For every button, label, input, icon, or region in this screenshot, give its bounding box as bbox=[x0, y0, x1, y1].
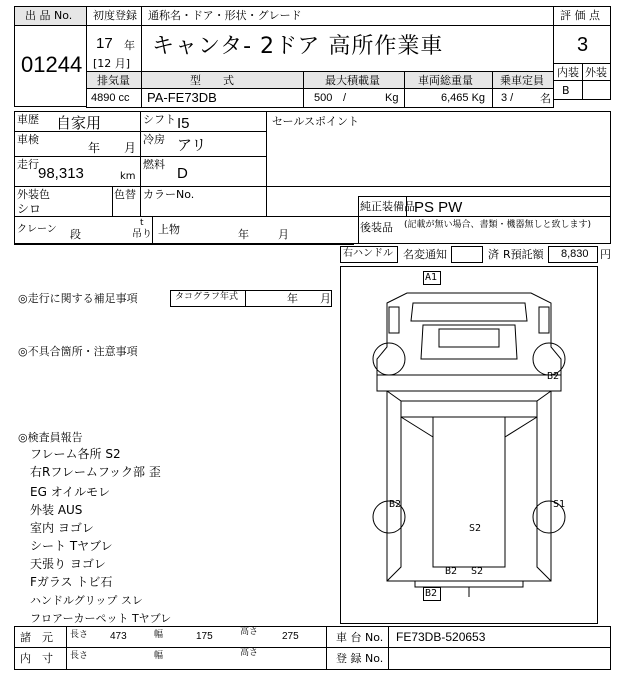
lot-number: 01244 bbox=[21, 52, 83, 77]
color-change-label: 色替 bbox=[114, 188, 136, 201]
max-load-value: 500 bbox=[314, 92, 333, 104]
displacement-value: 4890 cc bbox=[91, 92, 130, 104]
recycle-unit: 円 bbox=[600, 248, 611, 261]
length-label: 長さ bbox=[70, 651, 89, 661]
inspector-line: 室内 ヨゴレ bbox=[30, 521, 94, 535]
damage-mark: S1 bbox=[553, 499, 566, 510]
mileage-label: 走行 bbox=[17, 158, 39, 171]
crane-label: クレーン bbox=[17, 224, 57, 235]
reg-year-unit: 年 bbox=[124, 39, 135, 52]
upper-year: 年 bbox=[238, 228, 249, 241]
history-value: 自家用 bbox=[56, 114, 102, 132]
ac-value: アリ bbox=[177, 136, 207, 154]
retrofit-note: (記載が無い場合、書類・機器無しと致します) bbox=[404, 220, 592, 230]
name-change-box bbox=[451, 246, 483, 263]
rhd-label: 右ハンドル bbox=[343, 248, 393, 259]
dims-label: 諸 元 bbox=[20, 631, 53, 644]
width-value: 175 bbox=[196, 631, 213, 642]
recycle-label: R預託額 bbox=[503, 248, 544, 261]
damage-mark: A1 bbox=[425, 272, 438, 283]
displacement-label: 排気量 bbox=[97, 74, 130, 87]
crane-ton: t bbox=[140, 218, 144, 228]
inspector-line: シート Tヤブレ bbox=[30, 539, 113, 553]
retrofit-label: 後装品 bbox=[360, 221, 393, 234]
max-load-unit: Kg bbox=[385, 92, 399, 104]
model-label: 型 式 bbox=[190, 74, 234, 87]
spec-labels-row bbox=[86, 71, 554, 89]
name-change-label: 名変通知 bbox=[403, 248, 447, 261]
length-value: 473 bbox=[110, 631, 127, 642]
upper-label: 上物 bbox=[158, 223, 180, 236]
mileage-value: 98,313 bbox=[38, 165, 84, 182]
equipment-label: 純正装備品 bbox=[360, 200, 415, 213]
score-label: 評 価 点 bbox=[560, 9, 600, 22]
ext-color-value: シロ bbox=[17, 202, 42, 216]
width-label: 幅 bbox=[154, 651, 164, 661]
damage-mark: B2 bbox=[445, 566, 458, 577]
shift-value: I5 bbox=[177, 115, 190, 132]
height-label: 高さ bbox=[240, 627, 259, 637]
equipment-value: PS PW bbox=[414, 199, 463, 216]
fuel-label: 燃料 bbox=[143, 158, 165, 171]
damage-mark: B2 bbox=[389, 499, 402, 510]
exterior-score-cell bbox=[582, 80, 611, 100]
ac-label: 冷房 bbox=[143, 133, 165, 146]
first-reg-label: 初度登録 bbox=[93, 9, 137, 22]
damage-mark: S2 bbox=[469, 523, 482, 534]
reg-year: 17 bbox=[96, 35, 113, 52]
damage-diagram bbox=[340, 266, 598, 624]
size-label: 内 寸 bbox=[20, 652, 53, 665]
exterior-label: 外装 bbox=[585, 66, 607, 79]
inspector-label: ◎検査員報告 bbox=[18, 431, 83, 444]
lot-label: 出 品 No. bbox=[25, 9, 73, 22]
damage-mark: B2 bbox=[547, 371, 560, 382]
vehicle-name: キャンタ- 2ドア 高所作業車 bbox=[152, 34, 444, 59]
recycle-mark: 済 bbox=[488, 248, 499, 261]
crane-stage: 段 bbox=[70, 228, 81, 241]
truck-outline bbox=[341, 267, 599, 625]
model-grade-label: 通称名・ドア・形状・グレード bbox=[148, 9, 302, 22]
inspection-month: 月 bbox=[124, 141, 137, 155]
mileage-unit: km bbox=[120, 171, 136, 182]
inspector-line: Fガラス トビ石 bbox=[30, 575, 113, 589]
damage-mark: S2 bbox=[471, 566, 484, 577]
inspector-line: フレーム各所 S2 bbox=[30, 447, 121, 461]
inspection-label: 車検 bbox=[17, 133, 39, 146]
sales-point-label: セールスポイント bbox=[272, 115, 360, 128]
capacity-label: 乗車定員 bbox=[500, 74, 544, 87]
height-label: 高さ bbox=[240, 648, 259, 658]
interior-label: 内装 bbox=[557, 66, 579, 79]
inspector-line: 天張り ヨゴレ bbox=[30, 557, 106, 571]
reg-month: [12 月] bbox=[93, 57, 131, 70]
ext-color-label: 外装色 bbox=[17, 188, 50, 201]
inspector-line: 右Rフレームフック部 歪 bbox=[30, 465, 161, 479]
length-label: 長さ bbox=[70, 630, 89, 640]
tachograph-year: 年 bbox=[287, 292, 298, 305]
chassis-value: FE73DB-520653 bbox=[396, 630, 486, 644]
width-label: 幅 bbox=[154, 630, 164, 640]
damage-mark: B2 bbox=[425, 588, 438, 599]
inspection-year: 年 bbox=[88, 141, 101, 155]
inspector-line: ハンドルグリップ スレ bbox=[30, 594, 143, 607]
tachograph-label: タコグラフ年式 bbox=[175, 292, 239, 302]
model-value: PA-FE73DB bbox=[147, 90, 217, 105]
capacity-unit: 名 bbox=[540, 92, 551, 105]
fuel-value: D bbox=[177, 165, 188, 182]
tachograph-month: 月 bbox=[320, 292, 331, 305]
chassis-label: 車 台 No. bbox=[336, 631, 384, 644]
max-load-slash: / bbox=[343, 92, 347, 104]
reg-label: 登 録 No. bbox=[336, 652, 384, 665]
height-value: 275 bbox=[282, 631, 299, 642]
shift-label: シフト bbox=[143, 113, 176, 126]
capacity-value: 3 / bbox=[501, 92, 514, 104]
defects-label: ◎不具合箇所・注意事項 bbox=[18, 345, 138, 358]
upper-month: 月 bbox=[278, 228, 289, 241]
inspector-line: 外装 AUS bbox=[30, 503, 83, 517]
interior-score: B bbox=[562, 84, 570, 97]
gross-weight-label: 車両総重量 bbox=[418, 74, 473, 87]
inspector-line: EG オイルモレ bbox=[30, 485, 111, 499]
recycle-amount: 8,830 bbox=[561, 248, 589, 260]
max-load-label: 最大積載量 bbox=[325, 74, 380, 87]
gross-weight-value: 6,465 Kg bbox=[441, 92, 486, 104]
inspector-line: フロアーカーペット Tヤブレ bbox=[30, 612, 172, 625]
footer-table bbox=[14, 626, 611, 670]
history-label: 車歴 bbox=[17, 113, 39, 126]
score-value: 3 bbox=[577, 34, 589, 56]
crane-lift: 吊り bbox=[132, 229, 152, 240]
driving-notes-label: ◎走行に関する補足事項 bbox=[18, 292, 138, 305]
color-no-label: カラーNo. bbox=[143, 188, 195, 201]
